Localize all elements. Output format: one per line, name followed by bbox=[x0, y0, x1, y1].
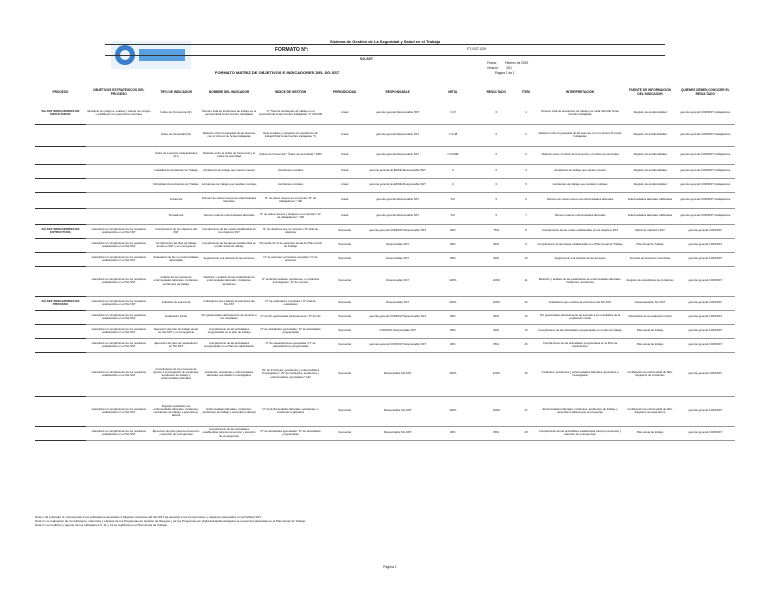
cell-quien: gerente general COPASST bbox=[676, 252, 735, 266]
cell-obj: Garantizar el cumplimiento de los requisitos establecidos en el SG-SST bbox=[86, 252, 152, 266]
cell-obj: Garantizar el cumplimiento de los requisitos establecidos en el SG-SST bbox=[86, 324, 152, 338]
cell-nombre: Número total de enfermedades laborales bbox=[200, 208, 257, 224]
cell-resp: Responsable SG-SST bbox=[366, 352, 430, 396]
cell-fuente: Registro de accidentalidad bbox=[625, 164, 676, 178]
cell-interp: Número de casos nuevos de enfermedades laborales bbox=[536, 192, 625, 208]
cell-fuente: Certificación de enfermedad de ARL, Registros de ausentismo bbox=[625, 396, 676, 426]
column-header: RESPONSABLE bbox=[385, 90, 410, 94]
cell-res: 100% bbox=[476, 296, 516, 310]
cell-nombre: Número de casos nuevos de enfermedades laborales bbox=[200, 192, 257, 208]
cell-indice: N° de objetivos que se cumplen / N° total de objetivos bbox=[258, 224, 324, 238]
cell-per: Anual bbox=[323, 146, 365, 164]
cell-obj: Identificar los peligros, evaluar y valorar los riesgos y establecer los respectivos controles bbox=[86, 102, 152, 124]
cell-indice: N° de NC gestionadas efectivamente / N° de NC bbox=[258, 310, 324, 324]
cell-tipo: Evaluación Inicial bbox=[152, 310, 201, 324]
cell-proc bbox=[35, 238, 86, 252]
cell-per: Anual bbox=[323, 208, 365, 224]
cell-res: 86% bbox=[476, 310, 516, 324]
column-header: ÍTEM bbox=[522, 90, 530, 94]
meta-row: Fecha: Febrero de 2019 bbox=[487, 61, 529, 65]
table-row bbox=[35, 224, 735, 238]
cell-proc: SG-SST INDICADORES DE ESTRUCTURA bbox=[35, 224, 86, 238]
cell-fuente: Certificación de enfermedad de ARL, Registros de incidentes bbox=[625, 352, 676, 396]
cell-meta: 100% bbox=[430, 396, 477, 426]
cell-resp: Responsable SST bbox=[366, 266, 430, 296]
cell-quien: gerente general COPASST bbox=[676, 310, 735, 324]
cell-proc: SG-SST INDICADORES DE PROCESO bbox=[35, 296, 86, 310]
table-row bbox=[35, 266, 735, 296]
cell-quien: gerente general COPASST trabajadores bbox=[676, 192, 735, 208]
cell-res: 86% bbox=[476, 338, 516, 352]
cell-interp: Accidentes de trabajo que resultan mortales bbox=[536, 178, 625, 192]
cell-item: 14 bbox=[516, 324, 535, 338]
column-header: NOMBRE DEL INDICADOR bbox=[208, 90, 250, 94]
cell-interp: Relación entre la gravedad de las lesiones con el número de horas trabajadas bbox=[536, 124, 625, 146]
page-number: Página 1 bbox=[383, 565, 397, 569]
system-title: Sistema de Gestión de La Seguridad y Salud en el Trabajo bbox=[330, 39, 441, 44]
cell-item: 17 bbox=[516, 396, 535, 426]
cell-nombre: Accidentes de trabajo que resultan mortales bbox=[200, 178, 257, 192]
cell-meta: 100% bbox=[430, 352, 477, 396]
cell-fuente: Enfermedades laborales calificadas bbox=[625, 192, 676, 208]
cell-fuente: Registro de accidentalidad bbox=[625, 178, 676, 192]
cell-res: 80% bbox=[476, 426, 516, 440]
cell-per: Semestral bbox=[323, 426, 365, 440]
cell-interp: Medición y análisis de las estadísticas de enfermedades laborales, incidentes, accidentes bbox=[536, 266, 625, 296]
meta-row: Versión: 001 bbox=[487, 66, 512, 70]
cell-nombre: Relación entre la gravedad de las lesiones con el número de horas trabajadas bbox=[200, 124, 257, 146]
cell-tipo: Registro estadístico de enfermedades laborales, incidentes, accidentes de trabajo y ausentismo laboral bbox=[152, 396, 201, 426]
table-header-row bbox=[35, 82, 735, 102]
cell-interp: Número total de enfermedades laborales bbox=[536, 208, 625, 224]
cell-interp: Número total de accidentes de trabajo por cada 240.000 horas hombre trabajadas bbox=[536, 102, 625, 124]
cell-interp: Seguimiento a la eficacia de las acciones bbox=[536, 252, 625, 266]
indicators-table bbox=[35, 82, 735, 441]
cell-res: 0 bbox=[476, 178, 516, 192]
column-header: FUENTE DE INFORMACIÓN DEL INDICADOR bbox=[629, 88, 671, 96]
cell-indice: Promedio de % de ejecución anual del Plan Anual de Trabajo bbox=[258, 238, 324, 252]
cell-proc bbox=[35, 252, 86, 266]
cell-item: 9 bbox=[516, 238, 535, 252]
cell-fuente: Registro de accidentalidad bbox=[625, 146, 676, 164]
cell-item: 10 bbox=[516, 252, 535, 266]
cell-nombre: Medición y análisis de las estadísticas de enfermedades laborales, incidentes, accidentes bbox=[200, 266, 257, 296]
meta-row: Página 1 de 1 bbox=[495, 71, 515, 75]
cell-meta: 0 bbox=[430, 178, 477, 192]
cell-per: Anual bbox=[323, 164, 365, 178]
cell-per: Semestral bbox=[323, 352, 365, 396]
cell-per: Semestral bbox=[323, 224, 365, 238]
cell-item: 13 bbox=[516, 310, 535, 324]
cell-obj bbox=[86, 192, 152, 208]
cell-tipo: Cumplimiento de los procesos de reporte e investigación de incidentes, accidentes de trabajo y enfermedades laborales bbox=[152, 352, 201, 396]
table-row bbox=[35, 102, 735, 124]
cell-meta: 90% bbox=[430, 238, 477, 252]
cell-obj: Garantizar el cumplimiento de los requisitos establecidos en el SG-SST bbox=[86, 396, 152, 426]
column-header: INDICE DE GESTIÓN bbox=[274, 90, 307, 94]
cell-meta: <=0.0082 bbox=[430, 146, 477, 164]
cell-obj bbox=[86, 178, 152, 192]
cell-res: 0 bbox=[476, 102, 516, 124]
cell-quien: gerente general COPASST bbox=[676, 396, 735, 426]
cell-meta: 90% bbox=[430, 224, 477, 238]
cell-tipo: Mortalidad de Accidentes de Trabajo bbox=[152, 178, 201, 192]
cell-quien: gerente general COPASST bbox=[676, 224, 735, 238]
cell-interp: Cumplimiento de las tareas establecidas en el Plan Anual de Trabajo bbox=[536, 238, 625, 252]
cell-item: 6 bbox=[516, 192, 535, 208]
cell-tipo: Evaluación de las no conformidades detectadas bbox=[152, 252, 201, 266]
cell-tipo: Indicador de estructura bbox=[152, 296, 201, 310]
cell-interp: Relación entre el índice de frecuencia y el índice de severidad bbox=[536, 146, 625, 164]
cell-indice: (Índice de frecuencia * Índice de severidad) / 1000 bbox=[258, 146, 324, 164]
cell-nombre: Cumplimiento de las actividades programadas en el Plan de capacitación bbox=[200, 338, 257, 352]
header-rule bbox=[105, 44, 665, 45]
cell-fuente: Registro de accidentalidad bbox=[625, 102, 676, 124]
cell-nombre: Incidentes, accidentes y enfermedades laborales reportados e investigados bbox=[200, 352, 257, 396]
cell-proc bbox=[35, 266, 86, 296]
cell-res: 100% bbox=[476, 352, 516, 396]
table-row bbox=[35, 164, 735, 178]
cell-per: Semestral bbox=[323, 324, 365, 338]
table-row bbox=[35, 238, 735, 252]
cell-resp: Responsable SG-SST bbox=[366, 396, 430, 426]
cell-per: Anual bbox=[323, 178, 365, 192]
cell-obj bbox=[86, 124, 152, 146]
cell-proc bbox=[35, 164, 86, 178]
cell-quien: gerente general COPASST bbox=[676, 426, 735, 440]
footnote: Nota 2: La evaluación de cumplimiento, cobertura y eficacia de los Programas de Gestión de Riesgos y de los Programas de Vigilancia Epidemiológica se encuentra planteada en el Plan Anual de Trabajo. bbox=[35, 519, 307, 523]
cell-quien: gerente general COPASST bbox=[676, 324, 735, 338]
cell-resp: gerente general COPASST Responsable SST bbox=[366, 310, 430, 324]
column-header: RESULTADO bbox=[486, 90, 506, 94]
footnotes bbox=[35, 515, 306, 527]
cell-obj: Garantizar el cumplimiento de los requisitos establecidos en el SG-SST bbox=[86, 352, 152, 396]
cell-item: 2 bbox=[516, 124, 535, 146]
cell-indice: Días perdidos y cargados por accidentes de trabajo/Total horas hombre trabajadas * K bbox=[258, 124, 324, 146]
cell-meta: 90% bbox=[430, 324, 477, 338]
cell-tipo: Prevalencia bbox=[152, 208, 201, 224]
cell-tipo: Cumplimiento del plan de trabajo anual en SST y su cronograma bbox=[152, 238, 201, 252]
table-row bbox=[35, 296, 735, 310]
cell-meta: 90% bbox=[430, 310, 477, 324]
cell-item: 3 bbox=[516, 146, 535, 164]
cell-res: 0 bbox=[476, 164, 516, 178]
table-row bbox=[35, 252, 735, 266]
cell-fuente: Plan Anual de Trabajo bbox=[625, 238, 676, 252]
cell-proc bbox=[35, 208, 86, 224]
cell-tipo: Análisis de las causas de enfermedades laborales, incidentes, accidentes de trabajo bbox=[152, 266, 201, 296]
cell-interp: Enfermedades laborales, incidentes, accidentes de trabajo y ausentismo laboral que se presentan bbox=[536, 396, 625, 426]
cell-nombre: Cumplimiento de las tareas establecidas en el plan anual de trabajo bbox=[200, 238, 257, 252]
table-row bbox=[35, 338, 735, 352]
cell-indice: (N° de Incidentes, accidentes y enfermedades investigados) / (N° de incidentes, accidentes y enfermedades reportados) * 100 bbox=[258, 352, 324, 396]
column-header: QUIENES DEBEN CONOCER EL RESULTADO bbox=[680, 88, 730, 96]
cell-tipo: Ejecución del plan para la prevención y atención de emergencias bbox=[152, 426, 201, 440]
cell-indice: N° de acciones correctivas cerradas / N° de acciones bbox=[258, 252, 324, 266]
cell-interp: Cumplimiento de las actividades programadas en el Plan de capacitación bbox=[536, 338, 625, 352]
table-row bbox=[35, 146, 735, 164]
cell-interp: Incidentes, accidentes y enfermedades laborales reportados e investigados bbox=[536, 352, 625, 396]
cell-per: Semestral bbox=[323, 266, 365, 296]
cell-resp: Responsable SST bbox=[366, 252, 430, 266]
cell-tipo: Índice de Severidad (IS) bbox=[152, 124, 201, 146]
cell-meta: <=17 bbox=[430, 102, 477, 124]
cell-proc bbox=[35, 396, 86, 426]
cell-interp: Cumplimiento de las actividades programadas en el plan de trabajo bbox=[536, 324, 625, 338]
cell-obj: Garantizar el cumplimiento de los requisitos establecidos en el SG-SST bbox=[86, 296, 152, 310]
cell-res: 0 bbox=[476, 124, 516, 146]
cell-item: 16 bbox=[516, 352, 535, 396]
column-header: OBJETIVOS ESTRATEGICOS DEL PROCESO bbox=[93, 88, 145, 96]
table-row bbox=[35, 310, 735, 324]
cell-meta: 0 bbox=[430, 164, 477, 178]
cell-meta: 100% bbox=[430, 296, 477, 310]
cell-per: Anual bbox=[323, 124, 365, 146]
cell-nombre: Cumplimiento de las actividades establecidas para la prevención y atención de emergencias bbox=[200, 426, 257, 440]
cell-quien: gerente general COPASST trabajadores bbox=[676, 102, 735, 124]
cell-res: 80% bbox=[476, 252, 516, 266]
cell-per: Semestral bbox=[323, 252, 365, 266]
cell-res: 100% bbox=[476, 266, 516, 296]
cell-quien: gerente general COPASST bbox=[676, 352, 735, 396]
cell-item: 7 bbox=[516, 208, 535, 224]
cell-proc bbox=[35, 352, 86, 396]
cell-res: 80% bbox=[476, 324, 516, 338]
cell-obj: Garantizar el cumplimiento de los requisitos establecidos en el SG-SST bbox=[86, 266, 152, 296]
cell-meta: 0% bbox=[430, 208, 477, 224]
cell-tipo: Ejecución del plan de capacitación en SG-SST bbox=[152, 338, 201, 352]
cell-fuente: Plan anual de trabajo bbox=[625, 324, 676, 338]
cell-quien: gerente general COPASST trabajadores bbox=[676, 124, 735, 146]
cell-proc bbox=[35, 178, 86, 192]
cell-meta: 90% bbox=[430, 426, 477, 440]
cell-meta: 0% bbox=[430, 192, 477, 208]
cell-indice: N° de casos nuevos y antiguos en el periodo / N° de trabajadores * 100 bbox=[258, 208, 324, 224]
cell-meta: 90% bbox=[430, 252, 477, 266]
cell-resp: gerente general Responsable SST bbox=[366, 102, 430, 124]
cell-nombre: NC gestionadas efectivamente de acuerdo a los resultados bbox=[200, 310, 257, 324]
cell-obj: Garantizar el cumplimiento de los requisitos establecidos en el SG-SST bbox=[86, 426, 152, 440]
cell-nombre: Accidentes de trabajo que causan muerte bbox=[200, 164, 257, 178]
cell-nombre: Indicadores que evalúan la estructura del SG-SST bbox=[200, 296, 257, 310]
cell-per: Anual bbox=[323, 192, 365, 208]
cell-per: Semestral bbox=[323, 396, 365, 426]
cell-nombre: Número total de accidentes de trabajo en el periodo/Total horas hombre trabajadas bbox=[200, 102, 257, 124]
cell-proc bbox=[35, 426, 86, 440]
cell-item: 8 bbox=[516, 224, 535, 238]
cell-obj: Garantizar el cumplimiento de los requisitos establecidos en el SG-SST bbox=[86, 338, 152, 352]
cell-tipo: Letalidad de Accidentes de Trabajo bbox=[152, 164, 201, 178]
column-header: PROCESO bbox=[52, 90, 69, 94]
footnote: Nota 1: El indicador IL corresponde a los indicadores asociados a Mejoras continuas del SG-SST de acuerdo a los compromisos y objetivos planteados en la Política SST. bbox=[35, 515, 262, 519]
cell-indice: N° Total de accidentes de trabajo en el periodo/Total horas hombre trabajadas * K 240.000 bbox=[258, 102, 324, 124]
cell-resp: gerente general Responsable SST bbox=[366, 208, 430, 224]
cell-tipo: Cumplimiento de los objetivos del SST bbox=[152, 224, 201, 238]
cell-indice: N° de capacitaciones ejecutadas / N° de capacitaciones programadas bbox=[258, 338, 324, 352]
cell-resp: gerente general Responsable SST bbox=[366, 124, 430, 146]
cell-interp: Cumplimiento de las metas establecidas en los objetivos SST bbox=[536, 224, 625, 238]
cell-quien: gerente general COPASST trabajadores bbox=[676, 164, 735, 178]
cell-interp: Cumplimiento de las actividades establecidas para la prevención y atención de emergencias bbox=[536, 426, 625, 440]
form-label: FORMATO N°: bbox=[275, 47, 309, 53]
cell-quien: gerente general COPASST bbox=[676, 266, 735, 296]
cell-res: 0 bbox=[476, 192, 516, 208]
cell-indice: Accidentes mortales bbox=[258, 164, 324, 178]
cell-item: 5 bbox=[516, 178, 535, 192]
cell-quien: gerente general COPASST trabajadores bbox=[676, 178, 735, 192]
form-code: FT-SST-029 bbox=[467, 47, 486, 51]
cell-indice: N° de Enfermedades, accidentes, e incidentes investigados / N° de eventos bbox=[258, 266, 324, 296]
cell-quien: gerente general COPASST bbox=[676, 238, 735, 252]
subtitle: SG-SST bbox=[360, 57, 374, 61]
cell-fuente: Autoevaluación SG-SST bbox=[625, 296, 676, 310]
cell-res: 0 bbox=[476, 146, 516, 164]
column-header: INTERPRETACIÓN bbox=[566, 90, 595, 94]
cell-resp: Responsable SST bbox=[366, 296, 430, 310]
cell-res: 75% bbox=[476, 224, 516, 238]
cell-resp: gerente general de ERNIH Responsable SST bbox=[366, 164, 430, 178]
cell-item: 18 bbox=[516, 426, 535, 440]
cell-per: Semestral bbox=[323, 310, 365, 324]
table-row bbox=[35, 426, 735, 440]
cell-res: 86% bbox=[476, 238, 516, 252]
table-row bbox=[35, 396, 735, 426]
document-header bbox=[35, 35, 735, 80]
cell-res: 0 bbox=[476, 208, 516, 224]
cell-indice: N° de actividades ejecutadas / N° de actividades programadas bbox=[258, 324, 324, 338]
cell-fuente: Enfermedades laborales calificadas bbox=[625, 208, 676, 224]
table-row bbox=[35, 324, 735, 338]
cell-indice: N° de actividades ejecutadas / N° de actividades programadas bbox=[258, 426, 324, 440]
cell-nombre: Cumplimiento de las metas establecidas en los objetivos SST bbox=[200, 224, 257, 238]
cell-meta: <=0.48 bbox=[430, 124, 477, 146]
cell-proc bbox=[35, 192, 86, 208]
cell-resp: gerente general COPASST Responsable SST bbox=[366, 224, 430, 238]
cell-item: 1 bbox=[516, 102, 535, 124]
matrix-title: FORMATO MATRIZ DE OBJETIVOS E INDICADORES DEL SG-SST bbox=[215, 70, 340, 75]
cell-tipo: Incidencia bbox=[152, 192, 201, 208]
cell-tipo: Índice de Frecuencia (IF) bbox=[152, 102, 201, 124]
header-rule bbox=[105, 55, 665, 56]
cell-item: 4 bbox=[516, 164, 535, 178]
cell-quien: gerente general COPASST trabajadores bbox=[676, 146, 735, 164]
cell-obj: Garantizar el cumplimiento de los requisitos establecidos en el SG-SST bbox=[86, 310, 152, 324]
cell-nombre: Enfermedades laborales, incidentes, accidentes de trabajo y ausentismo laboral bbox=[200, 396, 257, 426]
cell-fuente: Registro de estadísticas de incidentes bbox=[625, 266, 676, 296]
table-row bbox=[35, 178, 735, 192]
document-meta bbox=[487, 61, 528, 76]
document-sheet bbox=[35, 35, 735, 569]
cell-resp: gerente general Responsable SST bbox=[366, 192, 430, 208]
cell-fuente: Matriz de objetivos SST bbox=[625, 224, 676, 238]
cell-proc bbox=[35, 338, 86, 352]
column-header: PERIODICIDAD bbox=[333, 90, 357, 94]
cell-fuente: Resultados de la evaluación inicial bbox=[625, 310, 676, 324]
cell-res: 100% bbox=[476, 396, 516, 426]
cell-proc: SG-SST INDICADORES DE RESULTADOS bbox=[35, 102, 86, 124]
cell-nombre: Seguimiento a la eficacia de las acciones bbox=[200, 252, 257, 266]
cell-per: Semestral bbox=[323, 338, 365, 352]
table-row bbox=[35, 352, 735, 396]
cell-fuente: Formato de acciones correctivas bbox=[625, 252, 676, 266]
cell-per: Semestral bbox=[323, 238, 365, 252]
cell-obj: Garantizar el cumplimiento de los requisitos establecidos en el SG-SST bbox=[86, 224, 152, 238]
cell-resp: gerente general de ERNIH Responsable SST bbox=[366, 178, 430, 192]
cell-proc bbox=[35, 124, 86, 146]
cell-indice: N° de Enfermedades laborales, accidentes, e incidentes registrados bbox=[258, 396, 324, 426]
cell-quien: gerente general COPASST bbox=[676, 338, 735, 352]
cell-tipo: Ejecución del plan de trabajo anual en SG-SST y su cronograma bbox=[152, 324, 201, 338]
cell-obj bbox=[86, 208, 152, 224]
cell-resp: Responsable SST bbox=[366, 238, 430, 252]
column-header: META bbox=[448, 90, 458, 94]
cell-resp: gerente general Responsable SST bbox=[366, 146, 430, 164]
cell-fuente: Registro de accidentalidad bbox=[625, 124, 676, 146]
cell-interp: Indicadores que evalúan la estructura del SG-SST bbox=[536, 296, 625, 310]
cell-proc bbox=[35, 146, 86, 164]
cell-fuente: Plan anual de trabajo bbox=[625, 338, 676, 352]
cell-nombre: Cumplimiento de las actividades programadas en el plan de trabajo bbox=[200, 324, 257, 338]
cell-nombre: Relación entre el índice de frecuencia y el índice de severidad bbox=[200, 146, 257, 164]
cell-per: Semestral bbox=[323, 296, 365, 310]
column-header: TIPO DE INDICADOR bbox=[160, 90, 192, 94]
cell-quien: gerente general COPASST trabajadores bbox=[676, 208, 735, 224]
cell-tipo: Índice de Lesiones Incapacitantes (ILI) bbox=[152, 146, 201, 164]
cell-obj: Garantizar el cumplimiento de los requisitos establecidos en el SG-SST bbox=[86, 238, 152, 252]
table-row bbox=[35, 192, 735, 208]
table-row bbox=[35, 208, 735, 224]
cell-quien: gerente general COPASST bbox=[676, 296, 735, 310]
cell-meta: 90% bbox=[430, 338, 477, 352]
footnote: Nota 3: La medición y reporte de los indicadores 5, 11 y 13 se realizará en el Plan Anual de Trabajo. bbox=[35, 523, 168, 527]
cell-item: 15 bbox=[516, 338, 535, 352]
cell-interp: NC gestionadas efectivamente de acuerdo a los resultados de la evaluación inicial bbox=[536, 310, 625, 324]
cell-indice: N° de estándares cumplidos / N° total de estándares bbox=[258, 296, 324, 310]
cell-indice: N° de casos nuevos en el periodo / N° de trabajadores * 100 bbox=[258, 192, 324, 208]
cell-interp: Accidentes de trabajo que causan muerte bbox=[536, 164, 625, 178]
cell-proc bbox=[35, 324, 86, 338]
cell-resp: COPASST Responsable SST bbox=[366, 324, 430, 338]
cell-proc bbox=[35, 310, 86, 324]
cell-item: 12 bbox=[516, 296, 535, 310]
cell-indice: Accidentes mortales bbox=[258, 178, 324, 192]
cell-item: 11 bbox=[516, 266, 535, 296]
cell-resp: Responsable SG-SST bbox=[366, 426, 430, 440]
cell-per: Anual bbox=[323, 102, 365, 124]
cell-meta: 100% bbox=[430, 266, 477, 296]
table-row bbox=[35, 124, 735, 146]
cell-obj bbox=[86, 146, 152, 164]
cell-resp: gerente general COPASST Responsable SST bbox=[366, 338, 430, 352]
cell-fuente: Plan anual de trabajo bbox=[625, 426, 676, 440]
cell-obj bbox=[86, 164, 152, 178]
